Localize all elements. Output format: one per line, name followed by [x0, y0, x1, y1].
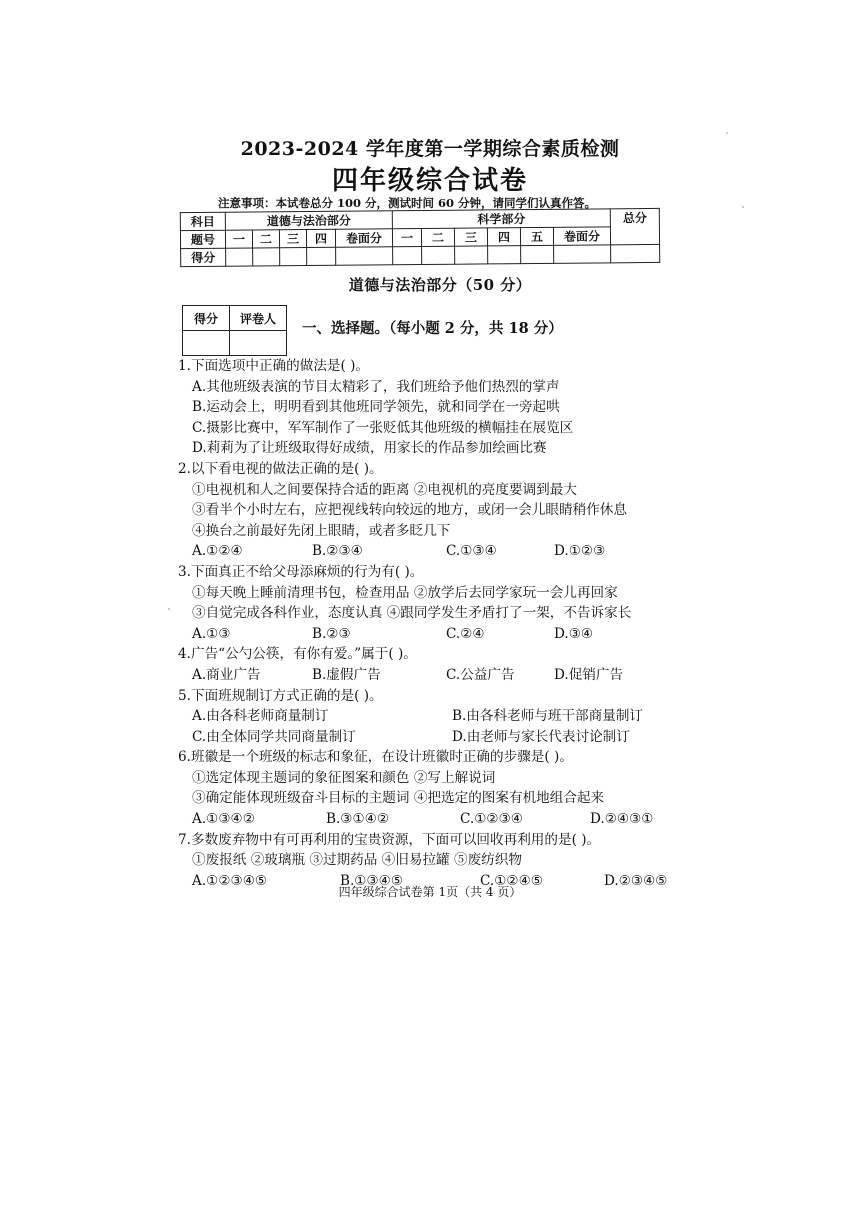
question-option: B.虚假广告	[312, 666, 381, 683]
score-table-cell: 二	[421, 228, 454, 246]
question-option: B.运动会上，明明看到其他班同学领先，就和同学在一旁起哄	[192, 399, 560, 416]
score-table-cell: 卷面分	[335, 229, 392, 247]
question	[178, 686, 698, 748]
grader-name-blank	[230, 331, 287, 356]
score-blank	[455, 246, 488, 264]
score-table-cell: 卷面分	[553, 227, 610, 245]
grader-score-blank	[183, 331, 230, 356]
score-blank	[226, 248, 253, 266]
question-options-row	[178, 809, 698, 830]
question-option: D.②③④⑤	[604, 872, 668, 889]
question-option: B.②③	[312, 625, 351, 642]
question-statement: ①废报纸 ②玻璃瓶 ③过期药品 ④旧易拉罐 ⑤废纺织物	[192, 852, 522, 869]
score-table-cell: 一	[225, 230, 252, 248]
score-table-score-label: 得分	[181, 248, 226, 266]
scan-speck	[168, 608, 170, 610]
question-stem: 3.下面真正不给父母添麻烦的行为有( )。	[178, 563, 424, 580]
question-list	[178, 356, 698, 891]
question-stem: 1.下面选项中正确的做法是( )。	[178, 358, 370, 374]
question-option: D.促销广告	[554, 666, 624, 683]
score-table-cell: 五	[520, 227, 553, 245]
question-statement: ③确定能体现班级奋斗目标的主题词 ④把选定的图案有机地组合起来	[192, 790, 605, 807]
score-blank	[280, 247, 307, 265]
score-table-cell: 一	[392, 228, 421, 246]
score-table-part1-header: 道德与法治部分	[225, 211, 392, 230]
page-footer: 四年级综合试卷第 1页（共 4 页）	[338, 885, 522, 899]
score-table-subject-label: 科目	[180, 212, 225, 230]
question-option: A.①③④②	[192, 811, 255, 828]
score-table-cell: 三	[454, 228, 487, 246]
question-options-row	[178, 624, 698, 645]
score-blank	[611, 244, 660, 262]
question-option: B.③①④②	[326, 811, 390, 828]
score-table-total-header: 总分	[610, 208, 659, 244]
question-statement: ④换台之前最好先闭上眼睛，或者多眨几下	[192, 522, 451, 539]
question-option: C.①②④⑤	[480, 872, 543, 889]
score-table-number-label: 题号	[180, 230, 225, 248]
scan-speck	[742, 206, 744, 208]
score-table-cell: 三	[279, 229, 306, 247]
question-stem: 6.班徽是一个班级的标志和象征，在设计班徽时正确的步骤是( )。	[178, 749, 573, 766]
part-one-title: 一、选择题。（每小题 2 分，共 18 分）	[302, 320, 563, 337]
question-option: D.②④③①	[590, 811, 654, 828]
question	[178, 644, 698, 685]
question-option: A.其他班级表演的节目太精彩了，我们班给予他们热烈的掌声	[192, 378, 560, 395]
question-option: D.由老师与家长代表讨论制订	[452, 728, 630, 745]
question-option: B.①③④⑤	[340, 872, 404, 889]
question-options-row	[178, 541, 698, 562]
question-option: C.①③④	[446, 543, 497, 560]
score-blank	[253, 248, 280, 266]
question-option: C.由全体同学共同商量制订	[192, 728, 356, 745]
exam-title: 四年级综合试卷	[331, 166, 528, 196]
question-option: B.②③④	[312, 543, 363, 560]
question	[178, 562, 698, 644]
score-table	[180, 208, 660, 267]
score-blank	[521, 245, 554, 263]
question-option: A.商业广告	[192, 666, 261, 683]
question-option: A.①②③④⑤	[192, 872, 268, 889]
grader-score-label: 得分	[183, 306, 230, 331]
exam-year-line: 2023-2024 学年度第一学期综合素质检测	[240, 138, 620, 160]
question	[178, 356, 698, 459]
score-blank	[554, 245, 611, 263]
question-statement: ③自觉完成各科作业，态度认真 ④跟同学发生矛盾打了一架，不告诉家长	[192, 605, 632, 622]
exam-notice: 注意事项：本试卷总分 100 分，测试时间 60 分钟，请同学们认真作答。	[218, 196, 597, 210]
question-options-row	[178, 706, 698, 727]
score-blank	[307, 247, 336, 265]
score-blank	[422, 246, 455, 264]
grader-box	[182, 305, 287, 356]
scan-speck	[726, 132, 728, 134]
question-statement: ①选定体现主题词的象征图案和颜色 ②写上解说词	[192, 769, 496, 786]
question-options-row	[178, 727, 698, 748]
question-statement: ③看半个小时左右，应把视线转向较远的地方，或闭一会儿眼睛稍作休息	[192, 502, 627, 519]
question-option: D.①②③	[554, 543, 606, 560]
question-option: A.由各科老师商量制订	[192, 708, 329, 725]
score-blank	[488, 246, 521, 264]
question-option: C.①②③④	[460, 811, 523, 828]
question-option: D.③④	[554, 625, 594, 642]
question	[178, 459, 698, 562]
section-heading: 道德与法治部分（50 分）	[348, 276, 532, 294]
score-table-cell: 四	[487, 228, 520, 246]
question-option: C.②④	[446, 625, 485, 642]
question-statement: ①每天晚上睡前清理书包，检查用品 ②放学后去同学家玩一会儿再回家	[192, 584, 618, 601]
question-stem: 5.下面班规制订方式正确的是( )。	[178, 687, 383, 704]
question-statement: ①电视机和人之间要保持合适的距离 ②电视机的亮度要调到最大	[192, 481, 577, 498]
score-blank	[393, 246, 422, 264]
question-stem: 4.广告“公勺公筷，有你有爱。”属于( )。	[178, 646, 417, 663]
question	[178, 747, 698, 829]
question-option: A.①③	[192, 625, 231, 642]
question-option: D.莉莉为了让班级取得好成绩，用家长的作品参加绘画比赛	[192, 440, 547, 457]
score-table-cell: 二	[252, 230, 279, 248]
score-table-part2-header: 科学部分	[392, 209, 610, 229]
question-option: B.由各科老师与班干部商量制订	[452, 708, 644, 725]
question-option: C.公益广告	[446, 666, 515, 683]
score-blank	[336, 247, 393, 265]
grader-name-label: 评卷人	[230, 306, 287, 331]
question-stem: 7.多数废弃物中有可再利用的宝贵资源，下面可以回收再利用的是( )。	[178, 831, 601, 848]
question-option: C.摄影比赛中，军军制作了一张贬低其他班级的横幅挂在展览区	[192, 419, 574, 436]
question-stem: 2.以下看电视的做法正确的是( )。	[178, 460, 383, 477]
question-options-row	[178, 665, 698, 686]
score-table-cell: 四	[306, 229, 335, 247]
question-option: A.①②④	[192, 543, 243, 560]
